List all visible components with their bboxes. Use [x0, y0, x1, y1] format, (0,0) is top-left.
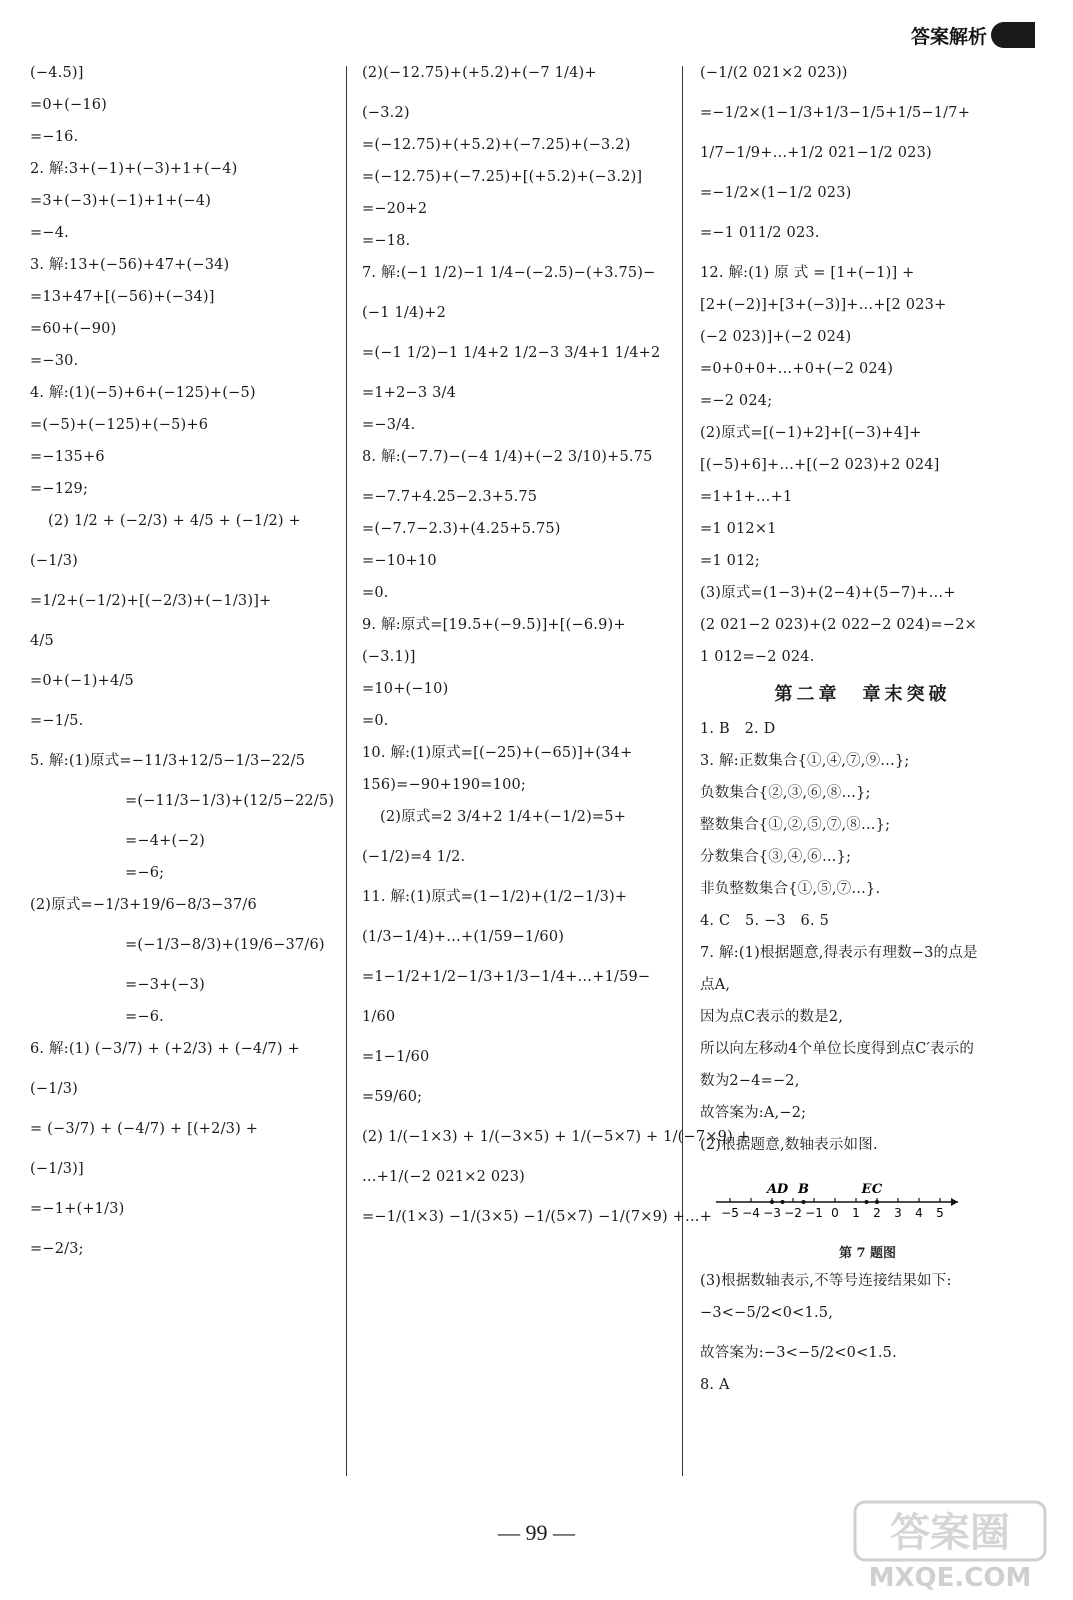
answer-line: =−10+10: [362, 553, 437, 569]
answer-line: 7. 解:(−1 1/2)−1 1/4−(−2.5)−(+3.75)−: [362, 265, 656, 281]
column-3-answers-part-2: [700, 720, 1025, 1154]
answer-line: (2)原式=2 3/4+2 1/4+(−1/2)=5+: [380, 809, 627, 825]
column-3-answers-part-1: [700, 64, 1025, 666]
number-line-tick-label: 4: [915, 1206, 923, 1220]
answer-line: (2)(−12.75)+(+5.2)+(−7 1/4)+: [362, 65, 597, 81]
number-line-tick-label: 2: [873, 1206, 881, 1220]
section-title: 第二章 章末突破: [774, 684, 951, 705]
answer-line: =0.: [362, 713, 389, 729]
answer-line: 1/60: [362, 1009, 396, 1025]
answer-line: 11. 解:(1)原式=(1−1/2)+(1/2−1/3)+: [362, 889, 628, 905]
answer-line: (−3.2): [362, 105, 410, 121]
answer-line: (3)根据数轴表示,不等号连接结果如下:: [700, 1273, 952, 1289]
number-line-figure: [710, 1168, 1025, 1260]
answer-line: =0+(−16): [30, 97, 108, 113]
number-line-tick-label: 5: [936, 1206, 944, 1220]
answer-line: =−1 011/2 023.: [700, 225, 820, 241]
answer-line: 7. 解:(1)根据题意,得表示有理数−3的点是: [700, 945, 978, 961]
answer-line: [(−5)+6]+…+[(−2 023)+2 024]: [700, 457, 940, 473]
answer-line: =(−1 1/2)−1 1/4+2 1/2−3 3/4+1 1/4+2: [362, 345, 661, 361]
answer-line: =1+2−3 3/4: [362, 385, 457, 401]
answer-line: 1 012=−2 024.: [700, 649, 815, 665]
header-label: 答案解析: [910, 26, 987, 48]
answer-line: =−1/2×(1−1/3+1/3−1/5+1/5−1/7+: [700, 105, 971, 121]
column-3: [700, 64, 1025, 1500]
answer-line: 故答案为:A,−2;: [700, 1105, 807, 1121]
answer-line: =−6;: [125, 865, 165, 881]
answer-line: =(−7.7−2.3)+(4.25+5.75): [362, 521, 561, 537]
answer-line: =10+(−10): [362, 681, 449, 697]
column-3-answers-part-3: [700, 1272, 1025, 1394]
answer-line: = (−3/7) + (−4/7) + [(+2/3) +: [30, 1121, 259, 1137]
number-line-point-label: E: [861, 1182, 872, 1197]
answer-line: (2)原式=−1/3+19/6−8/3−37/6: [30, 897, 257, 913]
answer-line: (−1 1/4)+2: [362, 305, 447, 321]
answer-line: 2. 解:3+(−1)+(−3)+1+(−4): [30, 161, 238, 177]
header-tab-decoration: [991, 22, 1035, 48]
answer-line: 1/7−1/9+…+1/2 021−1/2 023): [700, 145, 932, 161]
number-line-tick-label: 0: [831, 1206, 839, 1220]
answer-line: (1/3−1/4)+…+(1/59−1/60): [362, 929, 565, 945]
column-divider: [682, 66, 683, 1476]
answer-line: =13+47+[(−56)+(−34)]: [30, 289, 215, 305]
figure-caption: 第 7 题图: [838, 1246, 897, 1261]
answer-line: =−30.: [30, 353, 79, 369]
number-line-tick-label: −2: [784, 1206, 802, 1220]
answer-line: =60+(−90): [30, 321, 117, 337]
number-line-arrow: [951, 1198, 958, 1206]
answer-line: =−129;: [30, 481, 89, 497]
number-line-point: [781, 1200, 785, 1204]
number-line-point-label: B: [798, 1182, 809, 1197]
answer-line: 8. 解:(−7.7)−(−4 1/4)+(−2 3/10)+5.75: [362, 449, 653, 465]
number-line-point: [770, 1200, 774, 1204]
number-line-tick-label: −4: [742, 1206, 760, 1220]
answer-line: 数为2−4=−2,: [700, 1073, 800, 1089]
answer-line: =−1/(1×3) −1/(3×5) −1/(5×7) −1/(7×9) +…+: [362, 1209, 713, 1225]
answer-line: 10. 解:(1)原式=[(−25)+(−65)]+(34+: [362, 745, 633, 761]
answer-line: =−20+2: [362, 201, 428, 217]
number-line-tick-label: −1: [805, 1206, 823, 1220]
answer-line: 所以向左移动4个单位长度得到点C′表示的: [700, 1041, 975, 1057]
answer-line: 3. 解:正数集合{①,④,⑦,⑨…};: [700, 753, 910, 769]
number-line-point: [802, 1200, 806, 1204]
answer-line: 8. A: [700, 1377, 730, 1393]
answer-line: =1−1/60: [362, 1049, 430, 1065]
page-header: [0, 0, 1073, 60]
answer-line: =−2 024;: [700, 393, 773, 409]
answer-line: (−1/3): [30, 1081, 78, 1097]
svg-text:答案圈: 答案圈: [890, 1510, 1010, 1556]
answer-line: 9. 解:原式=[19.5+(−9.5)]+[(−6.9)+: [362, 617, 626, 633]
answer-line: 4/5: [30, 633, 54, 649]
answer-line: =−18.: [362, 233, 411, 249]
answer-line: =−4.: [30, 225, 69, 241]
answer-line: =(−12.75)+(−7.25)+[(+5.2)+(−3.2)]: [362, 169, 643, 185]
number-line-point: [865, 1200, 869, 1204]
answer-line: 6. 解:(1) (−3/7) + (+2/3) + (−4/7) +: [30, 1041, 300, 1057]
number-line-tick-label: 1: [852, 1206, 860, 1220]
number-line-point-label: D: [776, 1182, 789, 1197]
answer-line: (−1/3): [30, 553, 78, 569]
answer-line: 因为点C表示的数是2,: [700, 1009, 844, 1025]
answer-line: 4. 解:(1)(−5)+6+(−125)+(−5): [30, 385, 256, 401]
number-line-point-label: A: [766, 1182, 778, 1197]
answer-line: =(−12.75)+(+5.2)+(−7.25)+(−3.2): [362, 137, 631, 153]
answer-line: (−1/(2 021×2 023)): [700, 65, 848, 81]
answer-line: =(−5)+(−125)+(−5)+6: [30, 417, 209, 433]
answer-line: =1 012×1: [700, 521, 777, 537]
column-1: [30, 64, 346, 1500]
answer-line: (−4.5)]: [30, 65, 84, 81]
answer-line: =−4+(−2): [125, 833, 205, 849]
page-number: — 99 —: [498, 1520, 575, 1545]
answer-line: =−3/4.: [362, 417, 416, 433]
answer-line: (−1/3)]: [30, 1161, 84, 1177]
answer-line: …+1/(−2 021×2 023): [362, 1169, 525, 1185]
watermark-logo: [845, 1494, 1055, 1594]
answer-line: =−2/3;: [30, 1241, 84, 1257]
number-line: [710, 1168, 970, 1238]
answer-line: =−7.7+4.25−2.3+5.75: [362, 489, 538, 505]
answer-line: (−3.1)]: [362, 649, 416, 665]
answer-line: =1−1/2+1/2−1/3+1/3−1/4+…+1/59−: [362, 969, 651, 985]
answer-line: =0+0+0+…+0+(−2 024): [700, 361, 894, 377]
answer-line: 1. B 2. D: [700, 721, 776, 737]
answer-line: =1 012;: [700, 553, 760, 569]
answer-line: 5. 解:(1)原式=−11/3+12/5−1/3−22/5: [30, 753, 306, 769]
answer-line: 故答案为:−3<−5/2<0<1.5.: [700, 1345, 897, 1361]
number-line-tick-label: −3: [763, 1206, 781, 1220]
answer-line: (3)原式=(1−3)+(2−4)+(5−7)+…+: [700, 585, 956, 601]
answer-line: (−1/2)=4 1/2.: [362, 849, 466, 865]
number-line-point-label: C: [871, 1182, 883, 1197]
number-line-tick-label: 3: [894, 1206, 902, 1220]
answer-line: 非负整数集合{①,⑤,⑦…}.: [700, 881, 881, 897]
answer-line: 整数集合{①,②,⑤,⑦,⑧…};: [700, 817, 891, 833]
answer-line: =59/60;: [362, 1089, 423, 1105]
answer-line: 负数集合{②,③,⑥,⑧…};: [700, 785, 871, 801]
answer-line: (2)根据题意,数轴表示如图.: [700, 1137, 878, 1153]
answer-line: (2) 1/(−1×3) + 1/(−3×5) + 1/(−5×7) + 1/(−7×9) +: [362, 1129, 751, 1145]
answer-line: −3<−5/2<0<1.5,: [700, 1305, 834, 1321]
answer-line: =−3+(−3): [125, 977, 205, 993]
answer-line: 分数集合{③,④,⑥…};: [700, 849, 852, 865]
number-line-point: [875, 1200, 879, 1204]
answer-line: =−135+6: [30, 449, 105, 465]
answer-line: =3+(−3)+(−1)+1+(−4): [30, 193, 212, 209]
answer-line: =−16.: [30, 129, 79, 145]
number-line-tick-label: −5: [721, 1206, 739, 1220]
answer-line: 12. 解:(1) 原 式 = [1+(−1)] +: [700, 265, 915, 281]
answer-line: (2 021−2 023)+(2 022−2 024)=−2×: [700, 617, 977, 633]
answer-line: =1/2+(−1/2)+[(−2/3)+(−1/3)]+: [30, 593, 272, 609]
answer-line: =(−1/3−8/3)+(19/6−37/6): [125, 937, 325, 953]
answer-line: 156)=−90+190=100;: [362, 777, 527, 793]
answer-line: =−6.: [125, 1009, 164, 1025]
column-divider: [346, 66, 347, 1476]
answer-line: =(−11/3−1/3)+(12/5−22/5): [125, 793, 335, 809]
answer-line: =0.: [362, 585, 389, 601]
answer-line: (2)原式=[(−1)+2]+[(−3)+4]+: [700, 425, 922, 441]
answer-line: =0+(−1)+4/5: [30, 673, 134, 689]
answer-line: 4. C 5. −3 6. 5: [700, 913, 830, 929]
answer-line: =−1+(+1/3): [30, 1201, 125, 1217]
answer-line: 点A,: [700, 977, 731, 993]
answer-line: =−1/5.: [30, 713, 84, 729]
svg-text:MXQE.COM: MXQE.COM: [868, 1563, 1032, 1593]
answer-line: (−2 023)]+(−2 024): [700, 329, 852, 345]
answer-line: (2) 1/2 + (−2/3) + 4/5 + (−1/2) +: [48, 513, 301, 529]
answer-line: =1+1+…+1: [700, 489, 793, 505]
answer-line: [2+(−2)]+[3+(−3)]+…+[2 023+: [700, 297, 947, 313]
answer-line: 3. 解:13+(−56)+47+(−34): [30, 257, 230, 273]
answer-line: =−1/2×(1−1/2 023): [700, 185, 852, 201]
